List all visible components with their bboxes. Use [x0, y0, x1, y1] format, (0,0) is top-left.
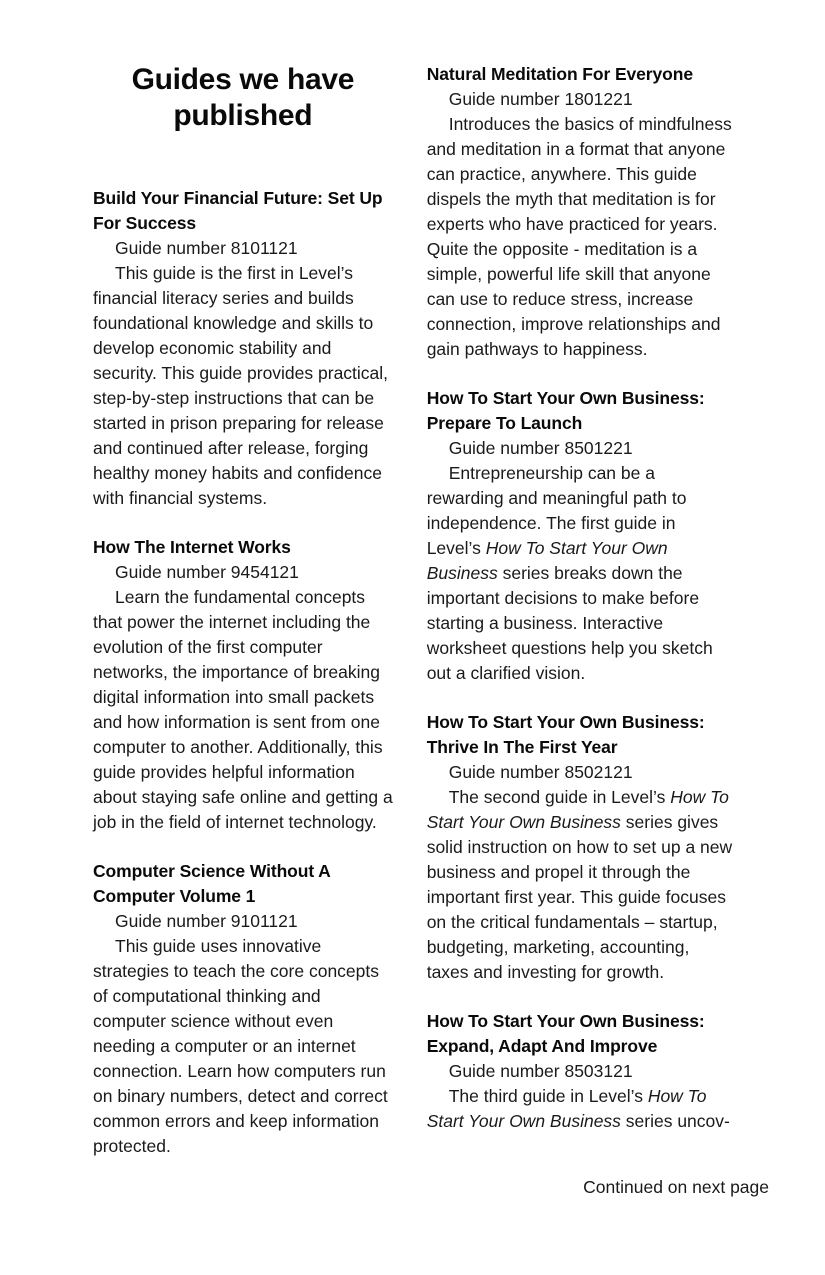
guide-description: This guide is the first in Level’s financial literacy series and builds foundational knowledge and skills to develop economic stability and security. This guide provides practical, step-by-step instructions that can be started in prison preparing for release and continued after release, forging healthy money habits and confidence with financial systems.: [93, 263, 389, 508]
guide-number: Guide number 9101121: [115, 911, 298, 931]
guide-entry: [427, 386, 733, 686]
guide-entry-title: Computer Science Without A Computer Volume 1: [93, 861, 331, 906]
guide-description: [427, 785, 733, 985]
description-text-before: The second guide in Level’s: [448, 787, 671, 807]
description-text-after: series uncov-: [620, 1111, 730, 1131]
series-title: How To Start Your Own Business: [426, 538, 668, 583]
guide-description: [427, 461, 733, 686]
guide-entry-title: Build Your Financial Future: Set Up For Success: [93, 188, 383, 233]
guide-description: This guide uses innovative strategies to teach the core concepts of computational thinking and computer science without even needing a computer or an internet connection. Learn how computers run on binary numbers, detect and correct common errors and keep information protected.: [93, 936, 388, 1156]
guide-entry: [427, 1009, 733, 1134]
description-text-before: Entrepreneurship can be a rewarding and meaningful path to independence. The first guide in Level’s: [426, 463, 687, 558]
series-title: How To Start Your Own Business: [426, 1086, 707, 1131]
guide-number: Guide number 8501221: [448, 438, 633, 458]
description-text-before: The third guide in Level’s: [448, 1086, 648, 1106]
left-column: [93, 62, 393, 1159]
page-title: Guides we have published: [131, 63, 355, 132]
guide-entry: [93, 186, 393, 511]
guide-entry: [93, 535, 393, 835]
guide-entry-title: How To Start Your Own Business: Prepare To Launch: [426, 388, 705, 433]
continued-note: Continued on next page: [583, 1177, 769, 1197]
guide-entry-title: Natural Meditation For Everyone: [426, 64, 693, 84]
guide-entry-title: How To Start Your Own Business: Thrive In The First Year: [426, 712, 705, 757]
guide-description: Introduces the basics of mindfulness and meditation in a format that anyone can practice, anywhere. This guide dispels the myth that meditation is for experts who have practiced for years. Quite the opposite - meditation is a simple, powerful life skill that anyone can use to reduce stress, increase connection, improve relationships and gain pathways to happiness.: [426, 114, 732, 359]
guide-description: Learn the fundamental concepts that power the internet including the evolution of the first computer networks, the importance of breaking digital information into small packets and how information is sent from one computer to another. Additionally, this guide provides helpful information about staying safe online and getting a job in the field of internet technology.: [93, 587, 393, 832]
guide-number: Guide number 8502121: [448, 762, 633, 782]
guide-entry: [427, 62, 733, 362]
guide-entry-title: How To Start Your Own Business: Expand, Adapt And Improve: [426, 1011, 705, 1056]
guide-number: Guide number 1801221: [448, 89, 633, 109]
guide-description: [427, 1084, 733, 1134]
right-column: [427, 62, 733, 1134]
guide-number: Guide number 8503121: [448, 1061, 633, 1081]
guide-entry-title: How The Internet Works: [93, 537, 291, 557]
description-text-after: series gives solid instruction on how to set up a new business and propel it through the important first year. This guide focuses on the critical fundamentals – startup, budgeting, marketing, accounting, taxes and investing for growth.: [426, 812, 733, 982]
guide-number: Guide number 8101121: [115, 238, 298, 258]
guide-entry: [427, 710, 733, 985]
guide-entry: [93, 859, 393, 1159]
guide-number: Guide number 9454121: [115, 562, 299, 582]
description-text-after: series breaks down the important decisions to make before starting a business. Interactive worksheet questions help you sketch out a clarified vision.: [426, 563, 713, 683]
series-title: How To Start Your Own Business: [426, 787, 729, 832]
two-column-body: [93, 62, 733, 1159]
